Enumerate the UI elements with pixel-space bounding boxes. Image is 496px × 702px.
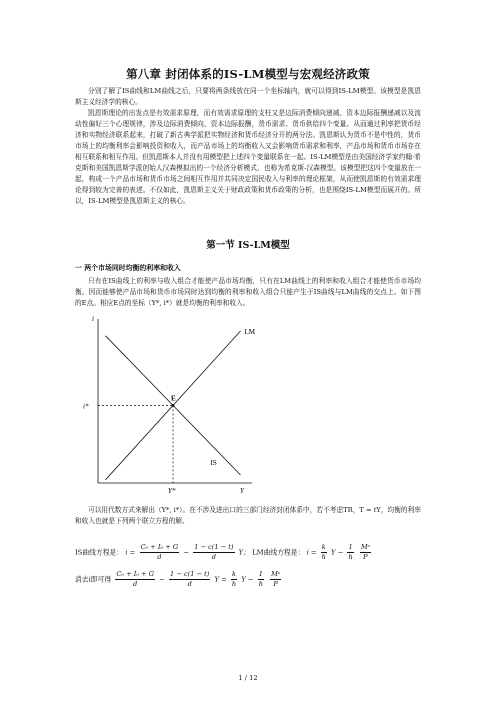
y-star-label: Y* xyxy=(168,487,176,495)
page-number: 1 / 12 xyxy=(238,674,258,682)
elimination-equation-line xyxy=(75,570,283,589)
lm-den1: h xyxy=(321,553,326,561)
lm-lhs: i = xyxy=(306,548,317,557)
series-layer xyxy=(98,331,241,483)
subsection-title: 一 两个市场同时均衡的利率和收入 xyxy=(75,264,181,272)
lm-num1: k xyxy=(321,543,326,551)
lm-mid: Y − xyxy=(330,548,344,557)
elim-fraction-2 xyxy=(169,570,210,589)
elim-den1: d xyxy=(133,580,138,588)
section-paragraph: 只有在IS曲线上的利率与收入组合才能使产品市场均衡，只有在LM曲线上的利率和收入组合才能使货币市场均衡。因而能够使产品市场和货币市场同时达到均衡的利率和收入组合只能产生于IS曲线与LM曲线的交点上。如下图的E点。相应E点的坐标（Y*, i*）就是均衡的利率和收入。 xyxy=(75,277,421,307)
is-minus: − xyxy=(183,548,190,557)
elim-fraction-5 xyxy=(270,570,281,589)
section-title: 第一节 IS-LM模型 xyxy=(206,240,290,251)
elim-fraction-4 xyxy=(258,570,264,589)
is-num1: C₀ + I₀ + G xyxy=(140,543,179,551)
intro-paragraph-1: 分别了解了IS曲线和LM曲线之后，只要将两条线放在同一个坐标轴内，就可以得到IS-LM模型。该模型是凯恩斯主义经济学的核心。 xyxy=(75,87,421,106)
is-fraction-2 xyxy=(193,543,234,562)
equilibrium-point xyxy=(172,404,175,407)
is-lhs: i = xyxy=(125,548,136,557)
elim-minus: − xyxy=(159,575,165,584)
is-num2: 1 − c(1 − t) xyxy=(194,543,234,551)
is-lm-chart-svg xyxy=(80,313,280,499)
elim-mid: Y − xyxy=(241,575,254,584)
elim-eq: Y = xyxy=(214,575,227,584)
elim-fraction-3 xyxy=(231,570,237,589)
lm-fraction-1 xyxy=(321,543,327,562)
equilibrium-label: E xyxy=(171,394,176,403)
lm-num3: Mˢ xyxy=(360,543,370,551)
is-fraction-1 xyxy=(140,543,180,562)
elim-den3: h xyxy=(231,580,237,588)
x-axis-label: Y xyxy=(240,487,244,495)
elim-num4: 1 xyxy=(258,570,263,578)
is-curve-label: IS xyxy=(210,459,217,467)
lm-fraction-3 xyxy=(360,543,371,562)
is-equation-label: IS曲线方程是： xyxy=(75,548,124,557)
is-lm-chart xyxy=(80,313,280,499)
is-den1: d xyxy=(157,553,162,561)
is-lm-equations-line xyxy=(75,543,373,562)
intro-paragraph-2: 凯恩斯理论的出发点是有效需求原理，而有效需求原理的支柱又是边际消费倾向递减、资本边际报酬递减以及流动性偏好三个心理规律，涉及边际消费倾向、资本边际报酬，货币需求、货币供给四个变量。从而通过利率把货币经济和实物经济联系起来，打破了新古典学派把实物经济和货币经济分开的两分法。凯恩斯认为货币不是中性的，货币市场上的均衡利率会影响投资和收入，而产品市场上的均衡收入又会影响货币需求和利率，产品市场和货币市场存在相互联系和相互作用。但凯恩斯本人并没有用模型把上述四个变量联系在一起。IS-LM模型是由美国经济学家约翰·希克斯和美国凯恩斯学派创始人汉森模拟出的一个经济分析模式，也称为希克斯-汉森模型。该模型把这四个变量放在一起，构成一个产品市场和货币市场之间相互作用并共同决定国民收入与利率的理论框架，从而使凯恩斯的有效需求理论得到较为完善的表述。不仅如此，凯恩斯主义关于财政政策和货币政策的分析，也是围绕IS-LM模型而展开的。所以，IS-LM模型是凯恩斯主义的核心。 xyxy=(75,109,421,205)
elim-den4: h xyxy=(258,580,263,588)
elim-den2: d xyxy=(187,580,192,588)
after-chart-paragraph: 可以用代数方式来解出（Y*, i*）。在不涉及进出口的三部门经济封闭体系中，若不考虑TR，T = tY，均衡的利率和收入也就是下列两个联立方程的解。 xyxy=(75,506,421,525)
elim-num5: Mˢ xyxy=(271,570,281,578)
elim-den5: P xyxy=(273,580,278,588)
i-star-label: i* xyxy=(83,402,89,411)
elimination-label: 消去i即可得 xyxy=(75,575,112,584)
lm-den3: P xyxy=(363,553,368,561)
is-den2: d xyxy=(211,553,216,561)
chapter-title: 第八章 封闭体系的IS-LM模型与宏观经济政策 xyxy=(126,67,370,81)
lm-den2: h xyxy=(348,553,353,561)
elim-num3: k xyxy=(232,570,237,578)
elim-fraction-1 xyxy=(115,570,155,589)
y-axis-label: i xyxy=(92,315,94,323)
lm-equation-label: LM曲线方程是： xyxy=(252,548,305,557)
is-tail: Y； xyxy=(238,548,250,557)
lm-fraction-2 xyxy=(347,543,353,562)
elim-num1: C₀ + I₀ + G xyxy=(116,570,154,578)
lm-num2: 1 xyxy=(348,543,353,551)
elim-num2: 1 − c(1 − t) xyxy=(170,570,210,578)
lm-curve-label: LM xyxy=(244,328,255,336)
